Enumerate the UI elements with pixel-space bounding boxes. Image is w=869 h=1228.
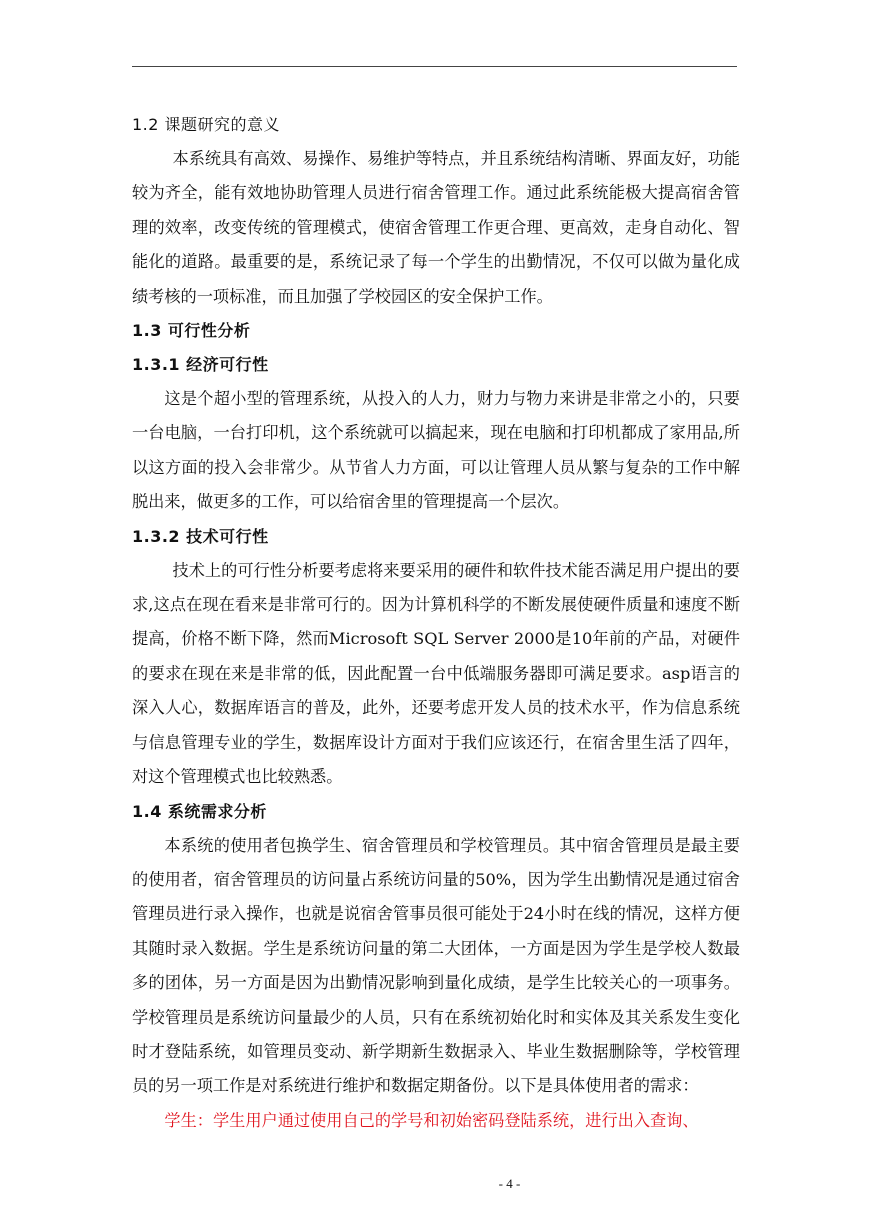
document-body [132,108,740,1138]
heading-1-3-1: 1.3.1 经济可行性 [132,355,269,375]
heading-1-3-2: 1.3.2 技术可行性 [132,526,269,546]
paragraph-requirements: 本系统的使用者包换学生、宿舍管理员和学校管理员。其中宿舍管理员是最主要的使用者，宿舍管理员的访问量占系统访问量的50%，因为学生出勤情况是通过宿舍管理员进行录入操作，也就是说宿舍管事员很可能处于24小时在线的情况，这样方便其随时录入数据。学生是系统访问量的第二大团体，一方面是因为学生是学校人数最多的团体，另一方面是因为出勤情况影响到量化成绩，是学生比较关心的一项事务。学校管理员是系统访问量最少的人员，只有在系统初始化时和实体及其关系发生变化时才登陆系统，如管理员变动、新学期新生数据录入、毕业生数据删除等，学校管理员的另一项工作是对系统进行维护和数据定期备份。以下是具体使用者的需求： [132,835,740,1096]
paragraph-significance: 本系统具有高效、易操作、易维护等特点，并且系统结构清晰、界面友好，功能较为齐全，能有效地协助管理人员进行宿舍管理工作。通过此系统能极大提高宿舍管理的效率，改变传统的管理模式，使宿舍管理工作更合理、更高效，走身自动化、智能化的道路。最重要的是，系统记录了每一个学生的出勤情况，不仅可以做为量化成绩考核的一项标准，而且加强了学校园区的安全保护工作。 [132,149,740,306]
page-number: - 4 - [498,1176,521,1191]
heading-1-4: 1.4 系统需求分析 [132,801,267,821]
header-rule [132,66,737,67]
paragraph-economic-feasibility: 这是个超小型的管理系统，从投入的人力，财力与物力来讲是非常之小的，只要一台电脑，一台打印机，这个系统就可以搞起来，现在电脑和打印机都成了家用品,所以这方面的投入会非常少。从节省人力方面，可以让管理人员从繁与复杂的工作中解脱出来，做更多的工作，可以给宿舍里的管理提高一个层次。 [132,389,740,512]
paragraph-student-requirements: 学生：学生用户通过使用自己的学号和初始密码登陆系统，进行出入查询、 [164,1110,699,1130]
heading-1-2: 1.2 课题研究的意义 [132,115,281,134]
paragraph-technical-feasibility: 技术上的可行性分析要考虑将来要采用的硬件和软件技术能否满足用户提出的要求,这点在现在看来是非常可行的。因为计算机科学的不断发展使硬件质量和速度不断提高，价格不断下降，然而Microsoft SQL Server 2000是10年前的产品，对硬件的要求在现在来是非常的低，因此配置一台中低端服务器即可满足要求。asp语言的深入人心，数据库语言的普及，此外，还要考虑开发人员的技术水平，作为信息系统与信息管理专业的学生，数据库设计方面对于我们应该还行，在宿舍里生活了四年，对这个管理模式也比较熟悉。 [132,560,740,787]
heading-1-3: 1.3 可行性分析 [132,321,251,341]
